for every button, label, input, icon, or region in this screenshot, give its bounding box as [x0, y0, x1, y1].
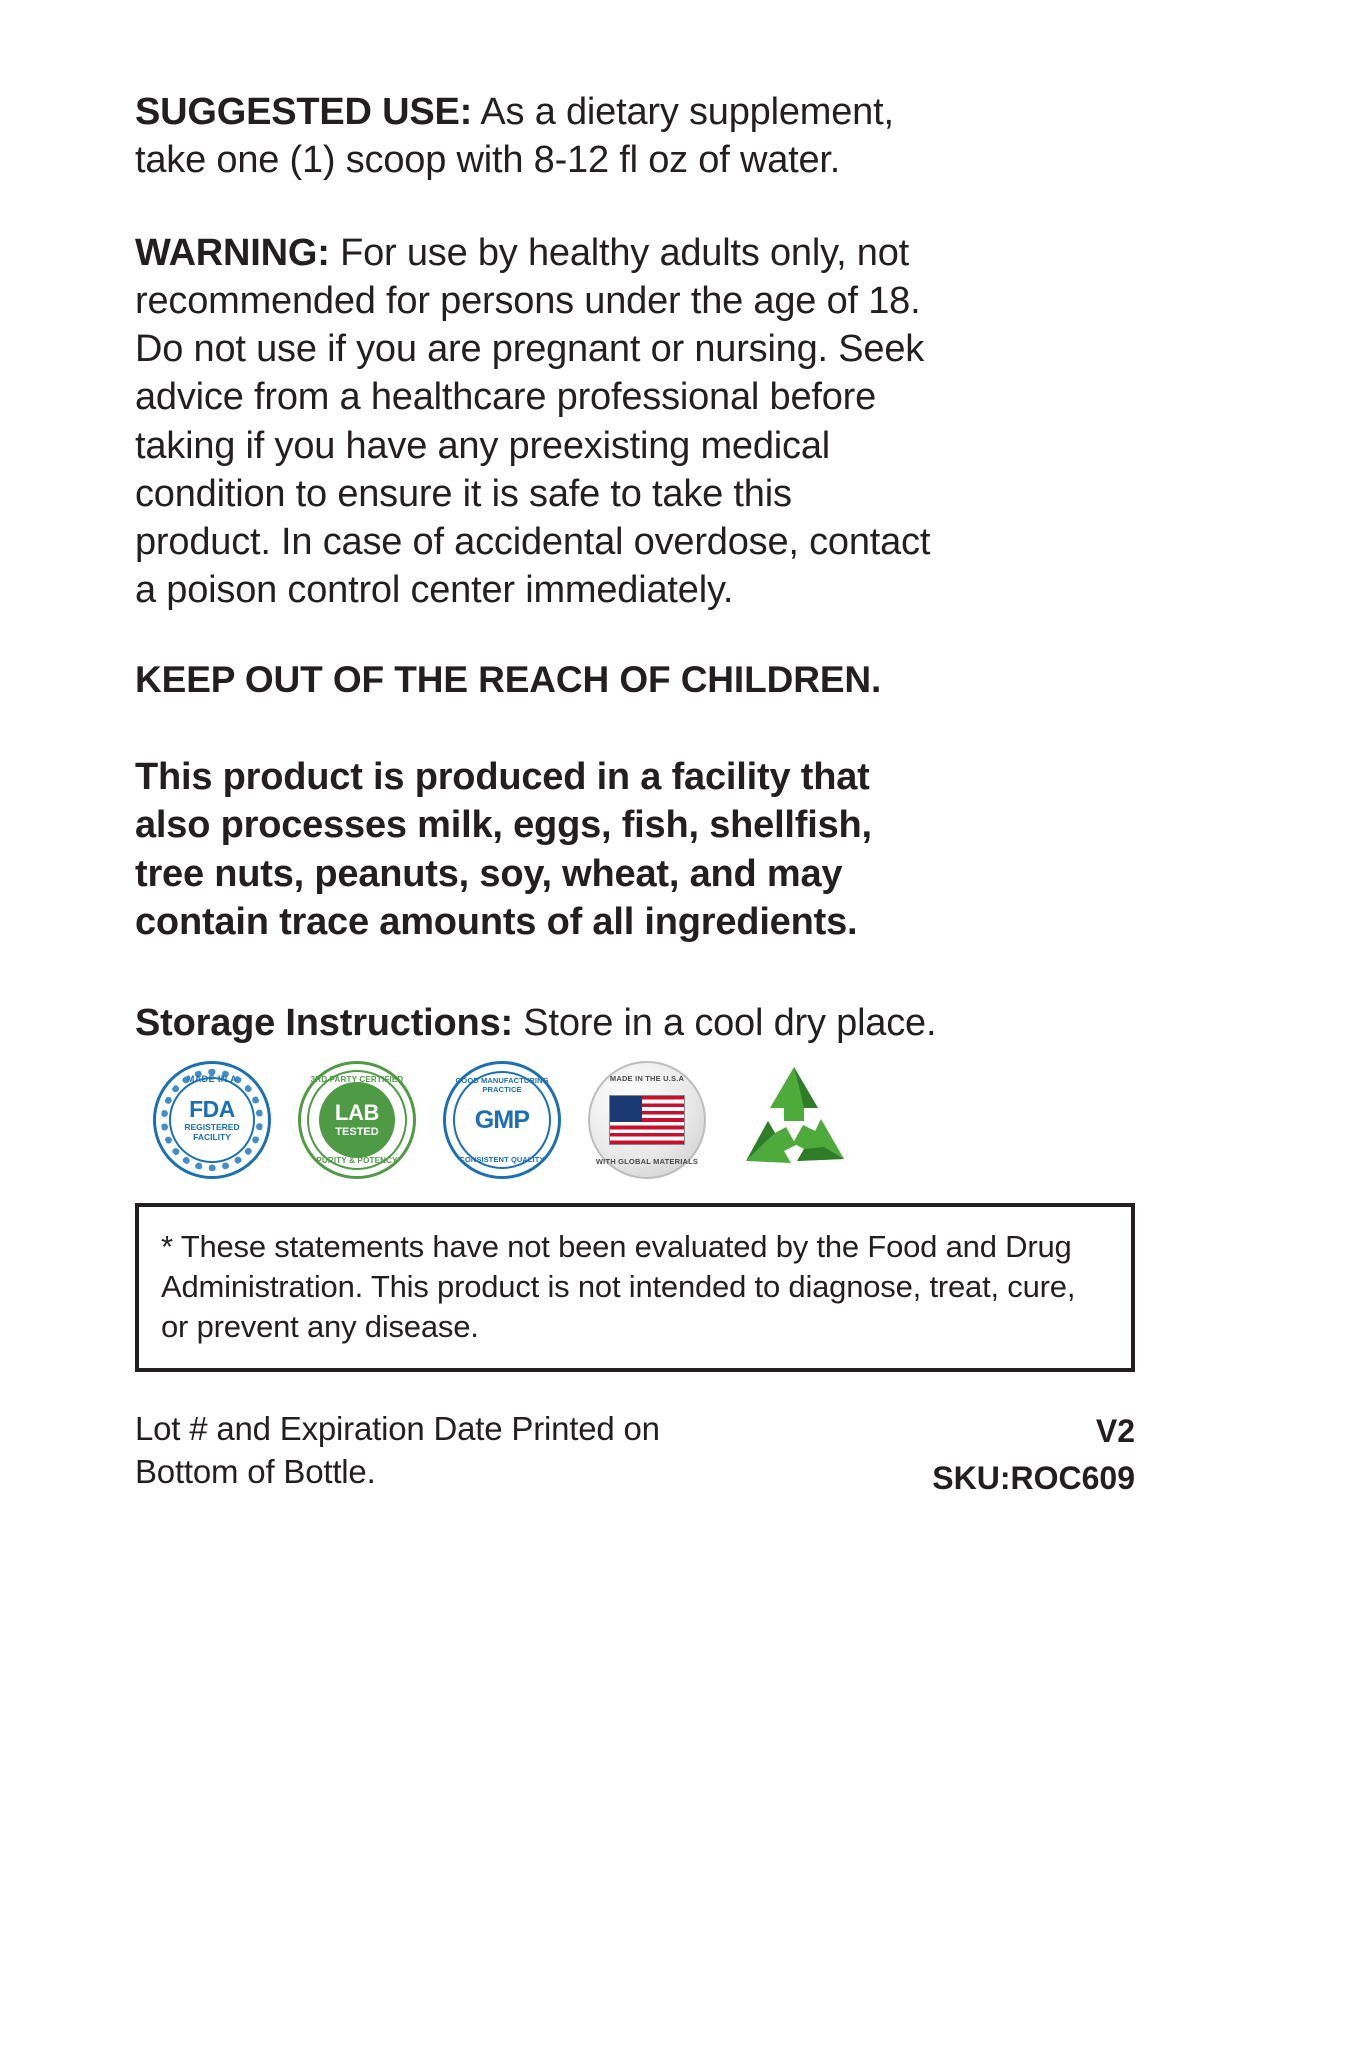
lab-badge-main-text: LAB	[334, 1100, 380, 1126]
made-in-usa-badge	[588, 1061, 706, 1179]
lab-badge-top-text: 3RD PARTY CERTIFIED FOR	[310, 1075, 404, 1094]
allergen-facility-notice: This product is produced in a facility that also processes milk, eggs, fish, shellfish, tree nuts, peanuts, soy, wheat, and may contain trace amounts of all ingredients.	[135, 755, 872, 944]
usa-badge-bottom-text: WITH GLOBAL MATERIALS	[595, 1157, 699, 1167]
storage-heading: Storage Instructions:	[135, 1002, 513, 1044]
sku-text: SKU:ROC609	[932, 1459, 1135, 1496]
certification-badge-row	[153, 1061, 1230, 1179]
suggested-use-text: As a dietary supplement, take one (1) scoop with 8-12 fl oz of water.	[135, 91, 894, 182]
usa-flag-icon	[609, 1095, 685, 1145]
gmp-badge-main-text: GMP	[474, 1105, 530, 1134]
warning-paragraph	[135, 229, 935, 615]
fda-badge-main-text: FDA	[189, 1095, 235, 1122]
storage-instructions-paragraph	[135, 999, 1230, 1047]
fda-badge-top-text: MADE IN A	[186, 1074, 238, 1085]
lab-tested-badge	[298, 1061, 416, 1179]
warning-heading: WARNING:	[135, 231, 330, 274]
keep-out-of-reach-notice: KEEP OUT OF THE REACH OF CHILDREN.	[135, 658, 882, 700]
sku-block	[932, 1408, 1135, 1501]
usa-badge-top-text: MADE IN THE U.S.A	[609, 1074, 685, 1084]
suggested-use-heading: SUGGESTED USE:	[135, 91, 473, 133]
fda-disclaimer-text: * These statements have not been evaluated by the Food and Drug Administration. This product is not intended to diagnose, treat, cure, or prevent any disease.	[161, 1229, 1076, 1344]
lot-expiration-text: Lot # and Expiration Date Printed on Bottom of Bottle.	[135, 1410, 660, 1491]
fda-registered-facility-badge	[153, 1061, 271, 1179]
lab-badge-sub-text: TESTED	[335, 1126, 379, 1139]
storage-text: Store in a cool dry place.	[512, 1002, 937, 1044]
gmp-badge-bottom-text: CONSISTENT QUALITY	[459, 1155, 545, 1165]
suggested-use-paragraph	[135, 88, 945, 185]
label-footer	[135, 1408, 1135, 1501]
gmp-badge-top-text: GOOD MANUFACTURING PRACTICE	[455, 1076, 549, 1095]
gmp-badge	[443, 1061, 561, 1179]
recycle-icon	[733, 1061, 855, 1179]
version-text: V2	[1095, 1413, 1135, 1450]
fda-disclaimer-box	[135, 1203, 1135, 1372]
fda-badge-sub-text: REGISTERED FACILITY	[184, 1121, 240, 1142]
lab-badge-bottom-text: PURITY & POTENCY	[316, 1156, 398, 1166]
warning-text: For use by healthy adults only, not recommended for persons under the age of 18. Do not use if you are pregnant or nursing. Seek advice from a healthcare professional before taking if you have any preexisting medical condition to ensure it is safe to take this product. In case of accidental overdose, contact a poison control center immediately.	[135, 231, 931, 612]
